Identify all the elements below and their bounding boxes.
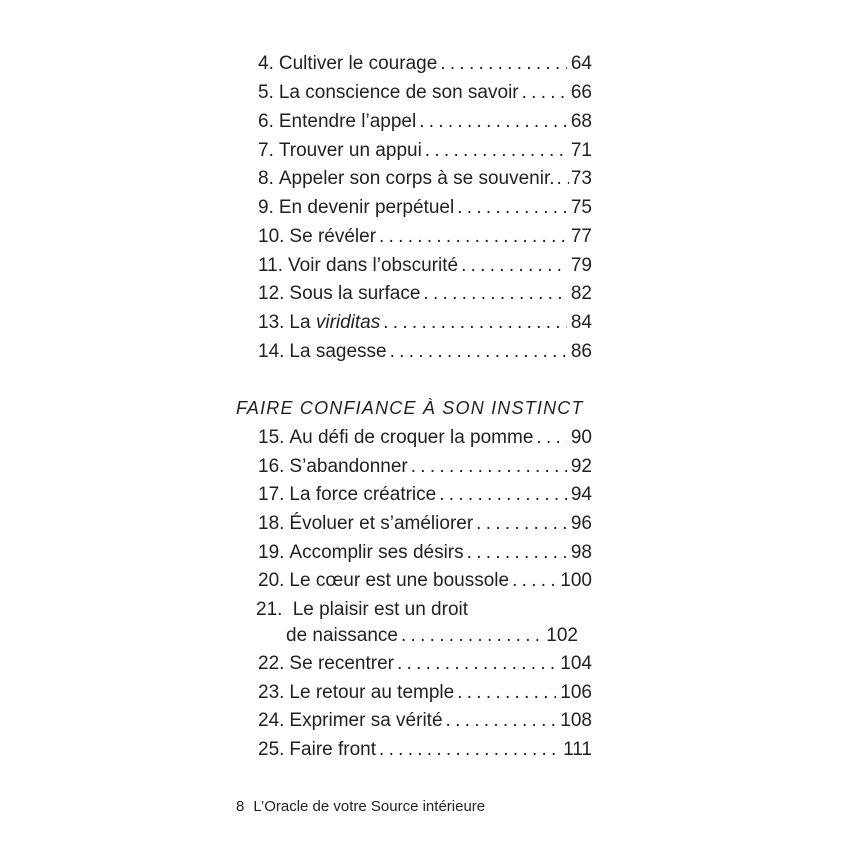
entry-page: 96 bbox=[570, 513, 592, 534]
entry-title: Exprimer sa vérité bbox=[289, 710, 443, 731]
entry-number: 12. bbox=[258, 283, 285, 304]
dot-leader bbox=[390, 340, 567, 364]
entry-page: 104 bbox=[560, 653, 592, 674]
entry-number: 21. bbox=[256, 599, 283, 620]
toc-entry bbox=[258, 167, 592, 191]
dot-leader bbox=[476, 512, 567, 536]
entry-number: 9. bbox=[258, 197, 274, 218]
entry-page: 82 bbox=[570, 283, 592, 304]
dot-leader bbox=[425, 139, 567, 163]
dot-leader bbox=[419, 110, 567, 134]
toc-entry bbox=[258, 512, 592, 536]
toc-entry bbox=[258, 709, 592, 733]
dot-leader bbox=[461, 254, 567, 278]
toc-entry bbox=[258, 569, 592, 593]
entry-number: 10. bbox=[258, 226, 285, 247]
entry-title bbox=[289, 311, 380, 335]
entry-number: 13. bbox=[258, 312, 285, 333]
entry-page: 98 bbox=[570, 542, 592, 563]
dot-leader bbox=[557, 167, 569, 191]
entry-page: 108 bbox=[560, 710, 592, 731]
entry-title-line-2: de naissance bbox=[286, 625, 398, 646]
entry-line-2 bbox=[256, 624, 590, 648]
entry-number: 14. bbox=[258, 341, 285, 362]
entry-title: Se recentrer bbox=[289, 653, 394, 674]
dot-leader bbox=[423, 282, 566, 306]
toc-entry bbox=[258, 225, 592, 249]
entry-page: 100 bbox=[560, 570, 592, 591]
entry-title: Accomplir ses désirs bbox=[289, 542, 464, 563]
toc-entry bbox=[258, 483, 592, 507]
toc-entry bbox=[258, 110, 592, 134]
toc-entry bbox=[258, 738, 592, 762]
entry-page: 84 bbox=[570, 312, 592, 333]
entry-title: La sagesse bbox=[289, 341, 387, 362]
entry-page: 71 bbox=[570, 140, 592, 161]
toc-entry bbox=[258, 652, 592, 676]
dot-leader bbox=[379, 225, 567, 249]
entry-number: 25. bbox=[258, 739, 285, 760]
entry-page: 68 bbox=[570, 111, 592, 132]
entry-number: 24. bbox=[258, 710, 285, 731]
dot-leader bbox=[439, 483, 567, 507]
dot-leader bbox=[457, 681, 556, 705]
entry-title-italic: viriditas bbox=[315, 312, 381, 333]
entry-title: S’abandonner bbox=[289, 456, 408, 477]
dot-leader bbox=[512, 569, 556, 593]
entry-title-prefix: La bbox=[289, 312, 316, 333]
entry-title: Le cœur est une boussole bbox=[289, 570, 510, 591]
dot-leader bbox=[383, 311, 567, 335]
entry-number: 5. bbox=[258, 82, 274, 103]
entry-title: Évoluer et s’améliorer bbox=[289, 513, 474, 534]
entry-page: 73 bbox=[570, 168, 592, 189]
dot-leader bbox=[411, 455, 567, 479]
entry-number: 11. bbox=[258, 255, 284, 276]
entry-title: Cultiver le courage bbox=[278, 53, 438, 74]
dot-leader bbox=[536, 426, 566, 450]
toc-entry bbox=[258, 254, 592, 278]
entry-title: Voir dans l’obscurité bbox=[288, 255, 459, 276]
entry-page: 77 bbox=[570, 226, 592, 247]
entry-title: Sous la surface bbox=[289, 283, 421, 304]
dot-leader bbox=[446, 709, 557, 733]
entry-page: 102 bbox=[546, 625, 578, 646]
entry-title: Appeler son corps à se souvenir. bbox=[278, 168, 555, 189]
toc-entry bbox=[258, 541, 592, 565]
entry-number: 6. bbox=[258, 111, 274, 132]
entry-page: 79 bbox=[570, 255, 592, 276]
entry-title-line-1: Le plaisir est un droit bbox=[292, 599, 469, 620]
entry-page: 90 bbox=[570, 427, 592, 448]
dot-leader bbox=[379, 738, 559, 762]
toc-entry bbox=[258, 196, 592, 220]
toc-entry bbox=[256, 598, 590, 648]
entry-page: 75 bbox=[570, 197, 592, 218]
dot-leader bbox=[467, 541, 567, 565]
toc-entry bbox=[258, 52, 592, 76]
entry-title: Entendre l’appel bbox=[278, 111, 417, 132]
entry-page: 86 bbox=[570, 341, 592, 362]
entry-title: Au défi de croquer la pomme bbox=[289, 427, 534, 448]
toc-entry bbox=[258, 139, 592, 163]
section-heading: FAIRE CONFIANCE À SON INSTINCT bbox=[236, 398, 584, 418]
entry-number: 15. bbox=[258, 427, 285, 448]
entry-page: 94 bbox=[570, 484, 592, 505]
toc-entry bbox=[258, 340, 592, 364]
entry-title: En devenir perpétuel bbox=[278, 197, 455, 218]
toc-entry bbox=[258, 282, 592, 306]
entry-page: 66 bbox=[570, 82, 592, 103]
entry-title: Faire front bbox=[289, 739, 377, 760]
entry-number: 4. bbox=[258, 53, 274, 74]
entry-title: Se révéler bbox=[289, 226, 377, 247]
entry-number: 8. bbox=[258, 168, 274, 189]
entry-title: Trouver un appui bbox=[278, 140, 422, 161]
entry-page: 106 bbox=[560, 682, 592, 703]
page-number: 8 bbox=[236, 798, 245, 815]
entry-number: 16. bbox=[258, 456, 285, 477]
toc-entry bbox=[258, 681, 592, 705]
entry-page: 92 bbox=[570, 456, 592, 477]
dot-leader bbox=[522, 81, 567, 105]
entry-number: 19. bbox=[258, 542, 285, 563]
entry-page: 111 bbox=[563, 739, 592, 760]
toc-entry bbox=[258, 426, 592, 450]
entry-title: La force créatrice bbox=[289, 484, 437, 505]
entry-page: 64 bbox=[570, 53, 592, 74]
entry-line-1 bbox=[256, 598, 590, 622]
dot-leader bbox=[401, 624, 542, 648]
page-footer bbox=[236, 797, 485, 817]
entry-number: 20. bbox=[258, 570, 285, 591]
toc-entry bbox=[258, 311, 592, 335]
entry-number: 22. bbox=[258, 653, 285, 674]
entry-number: 7. bbox=[258, 140, 274, 161]
running-title: L’Oracle de votre Source intérieure bbox=[253, 798, 486, 815]
entry-title: La conscience de son savoir bbox=[278, 82, 519, 103]
dot-leader bbox=[440, 52, 567, 76]
entry-number: 17. bbox=[258, 484, 285, 505]
entry-number: 18. bbox=[258, 513, 285, 534]
entry-number: 23. bbox=[258, 682, 285, 703]
entry-title: Le retour au temple bbox=[289, 682, 455, 703]
toc-entry bbox=[258, 81, 592, 105]
dot-leader bbox=[397, 652, 556, 676]
toc-entry bbox=[258, 455, 592, 479]
dot-leader bbox=[457, 196, 567, 220]
